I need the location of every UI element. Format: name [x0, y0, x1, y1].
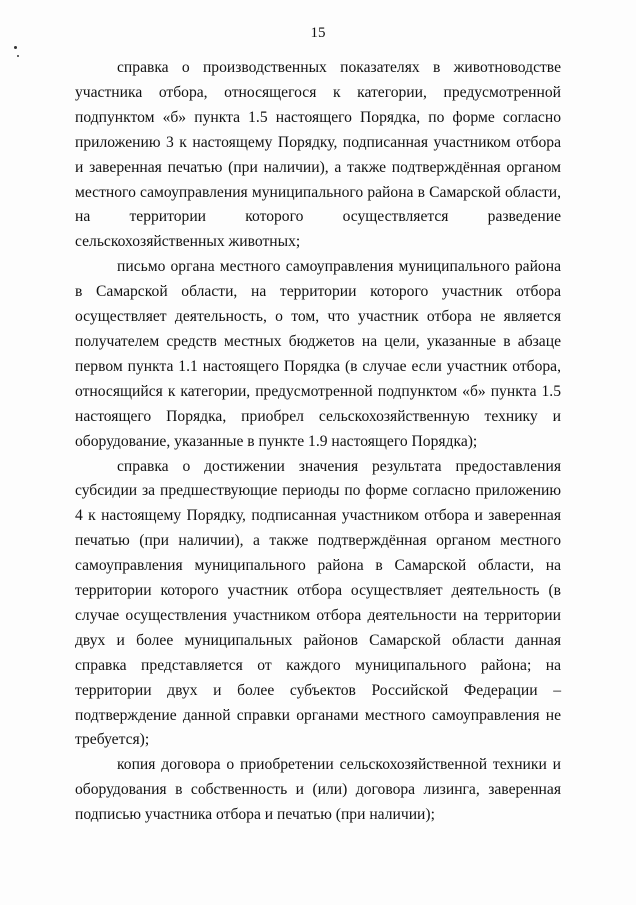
scan-artifact-dot [14, 46, 17, 49]
document-body [75, 56, 561, 828]
page-number: 15 [310, 25, 326, 41]
paragraph-local-government-letter: письмо органа местного самоуправления муниципального района в Самарской области, на территории которого участник отбора осуществляет деятельность, о том, что участник отбора не является получателем средств местных бюджетов на цели, указанные в абзаце первом пункта 1.1 настоящего Порядка (в случае если участник отбора, относящийся к категории, предусмотренной подпунктом «б» пункта 1.5 настоящего Порядка, приобрел сельскохозяйственную технику и оборудование, указанные в пункте 1.9 настоящего Порядка); [75, 258, 561, 450]
paragraph-production-certificate: справка о производственных показателях в животноводстве участника отбора, относящегося к категории, предусмотренной подпунктом «б» пункта 1.5 настоящего Порядка, по форме согласно приложению 3 к настоящему Порядку, подписанная участником отбора и заверенная печатью (при наличии), а также подтверждённая органом местного самоуправления муниципального района в Самарской области, на территории которого осуществляется разведение сельскохозяйственных животных; [75, 59, 561, 251]
paragraph-contract-copy: копия договора о приобретении сельскохозяйственной техники и оборудования в собственность и (или) договора лизинга, заверенная подписью участника отбора и печатью (при наличии); [75, 756, 561, 824]
scan-artifact-dot [17, 55, 19, 57]
paragraph-result-achievement-certificate: справка о достижении значения результата предоставления субсидии за предшествующие периоды по форме согласно приложению 4 к настоящему Порядку, подписанная участником отбора и заверенная печатью (при наличии), а также подтверждённая органом местного самоуправления муниципального района в Самарской области, на территории которого участник отбора осуществляет деятельность (в случае осуществления участником отбора деятельности на территории двух и более муниципальных районов Самарской области данная справка представляется от каждого муниципального района; на территории двух и более субъектов Российской Федерации – подтверждение данной справки органами местного самоуправления не требуется); [75, 457, 561, 749]
